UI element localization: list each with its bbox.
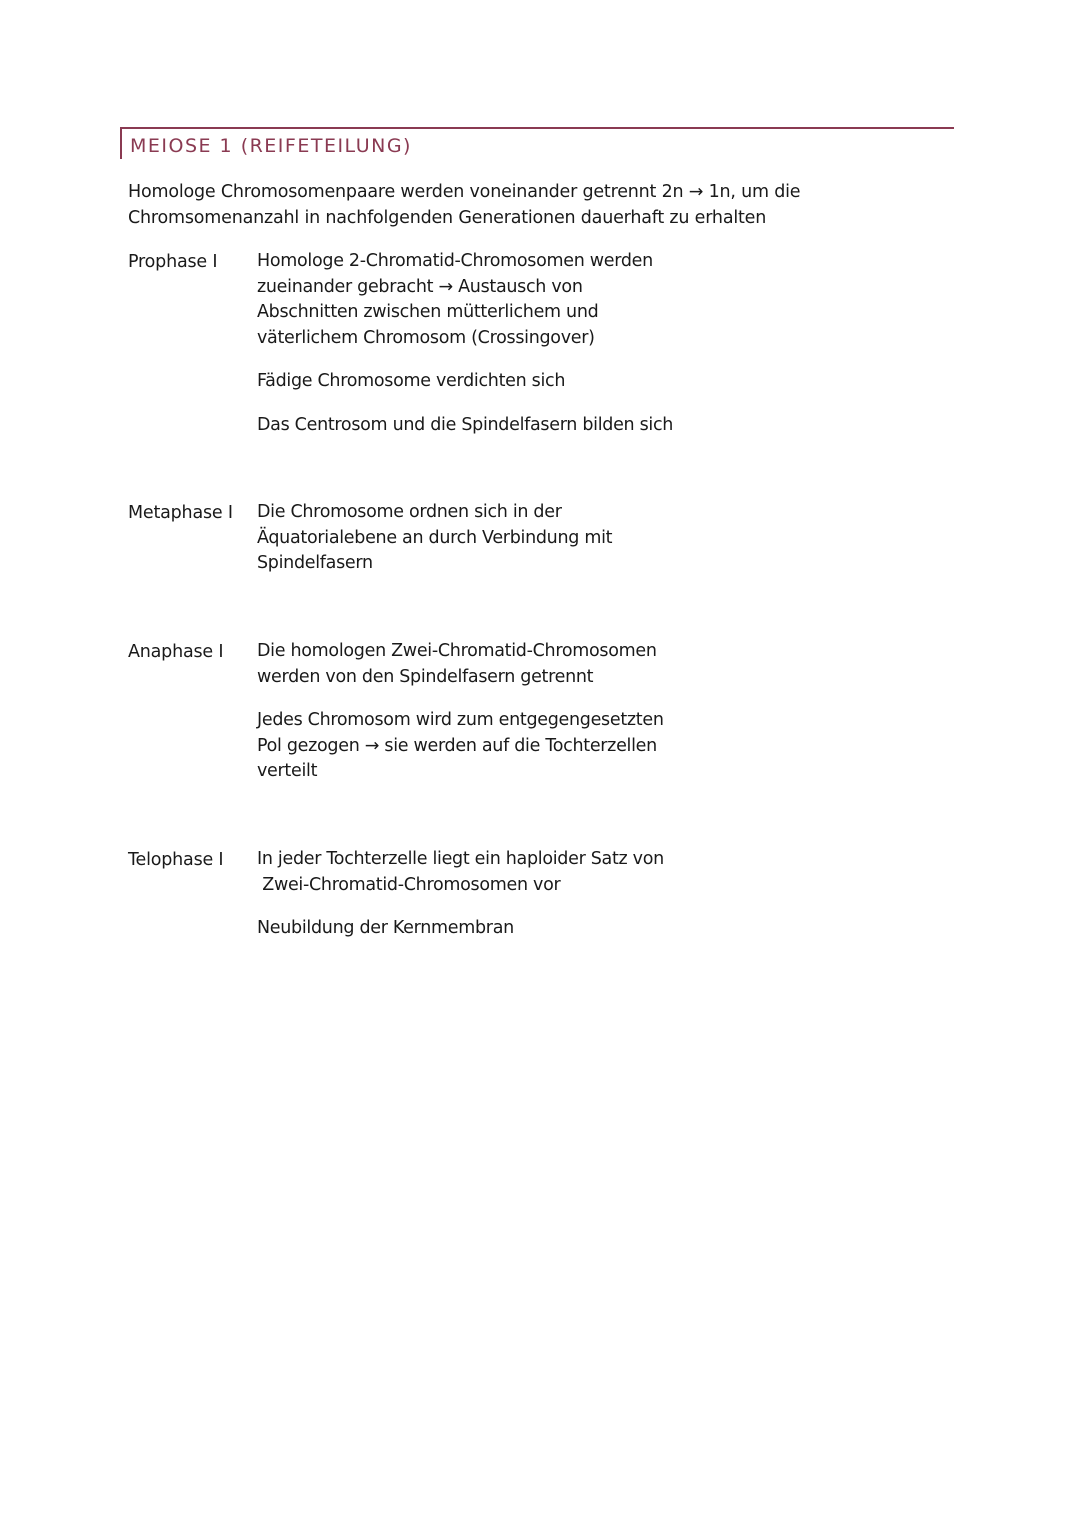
- desc-line: Homologe 2-Chromatid-Chromosomen werden: [257, 251, 653, 271]
- section-heading-box: [120, 127, 954, 159]
- telophase-description-2: [257, 916, 717, 942]
- prophase-description-3: [257, 413, 777, 439]
- desc-line: verteilt: [257, 761, 318, 781]
- prophase-description-1: [257, 249, 717, 351]
- intro-paragraph: [128, 179, 888, 231]
- desc-line: zueinander gebracht → Austausch von: [257, 276, 583, 297]
- desc-line: Die homologen Zwei-Chromatid-Chromosomen: [257, 641, 657, 661]
- telophase-label: Telophase I: [128, 850, 224, 870]
- intro-line-2: Chromsomenanzahl in nachfolgenden Generationen dauerhaft zu erhalten: [128, 208, 767, 228]
- desc-line: Pol gezogen → sie werden auf die Tochterzellen: [257, 735, 657, 756]
- prophase-description-2: [257, 369, 717, 395]
- metaphase-label: Metaphase I: [128, 503, 233, 523]
- section-heading: MEIOSE 1 (REIFETEILUNG): [130, 135, 412, 157]
- anaphase-description-1: [257, 639, 717, 690]
- metaphase-description-1: [257, 500, 717, 577]
- desc-line: Die Chromosome ordnen sich in der: [257, 502, 562, 522]
- intro-line-1: Homologe Chromosomenpaare werden voneinander getrennt 2n → 1n, um die: [128, 182, 801, 202]
- anaphase-label: Anaphase I: [128, 642, 224, 662]
- desc-line: Äquatorialebene an durch Verbindung mit: [257, 527, 613, 548]
- desc-line: Jedes Chromosom wird zum entgegengesetzten: [257, 710, 664, 730]
- telophase-description-1: [257, 847, 717, 898]
- desc-line: Abschnitten zwischen mütterlichem und: [257, 302, 599, 322]
- desc-line: In jeder Tochterzelle liegt ein haploider Satz von: [257, 849, 664, 869]
- anaphase-description-2: [257, 708, 717, 785]
- desc-line: Das Centrosom und die Spindelfasern bilden sich: [257, 415, 674, 435]
- desc-line: werden von den Spindelfasern getrennt: [257, 666, 594, 687]
- desc-line: Neubildung der Kernmembran: [257, 918, 514, 938]
- prophase-label: Prophase I: [128, 252, 218, 272]
- desc-line: Spindelfasern: [257, 553, 373, 573]
- desc-line: väterlichem Chromosom (Crossingover): [257, 327, 595, 348]
- desc-line: Zwei-Chromatid-Chromosomen vor: [257, 874, 561, 895]
- desc-line: Fädige Chromosome verdichten sich: [257, 371, 566, 391]
